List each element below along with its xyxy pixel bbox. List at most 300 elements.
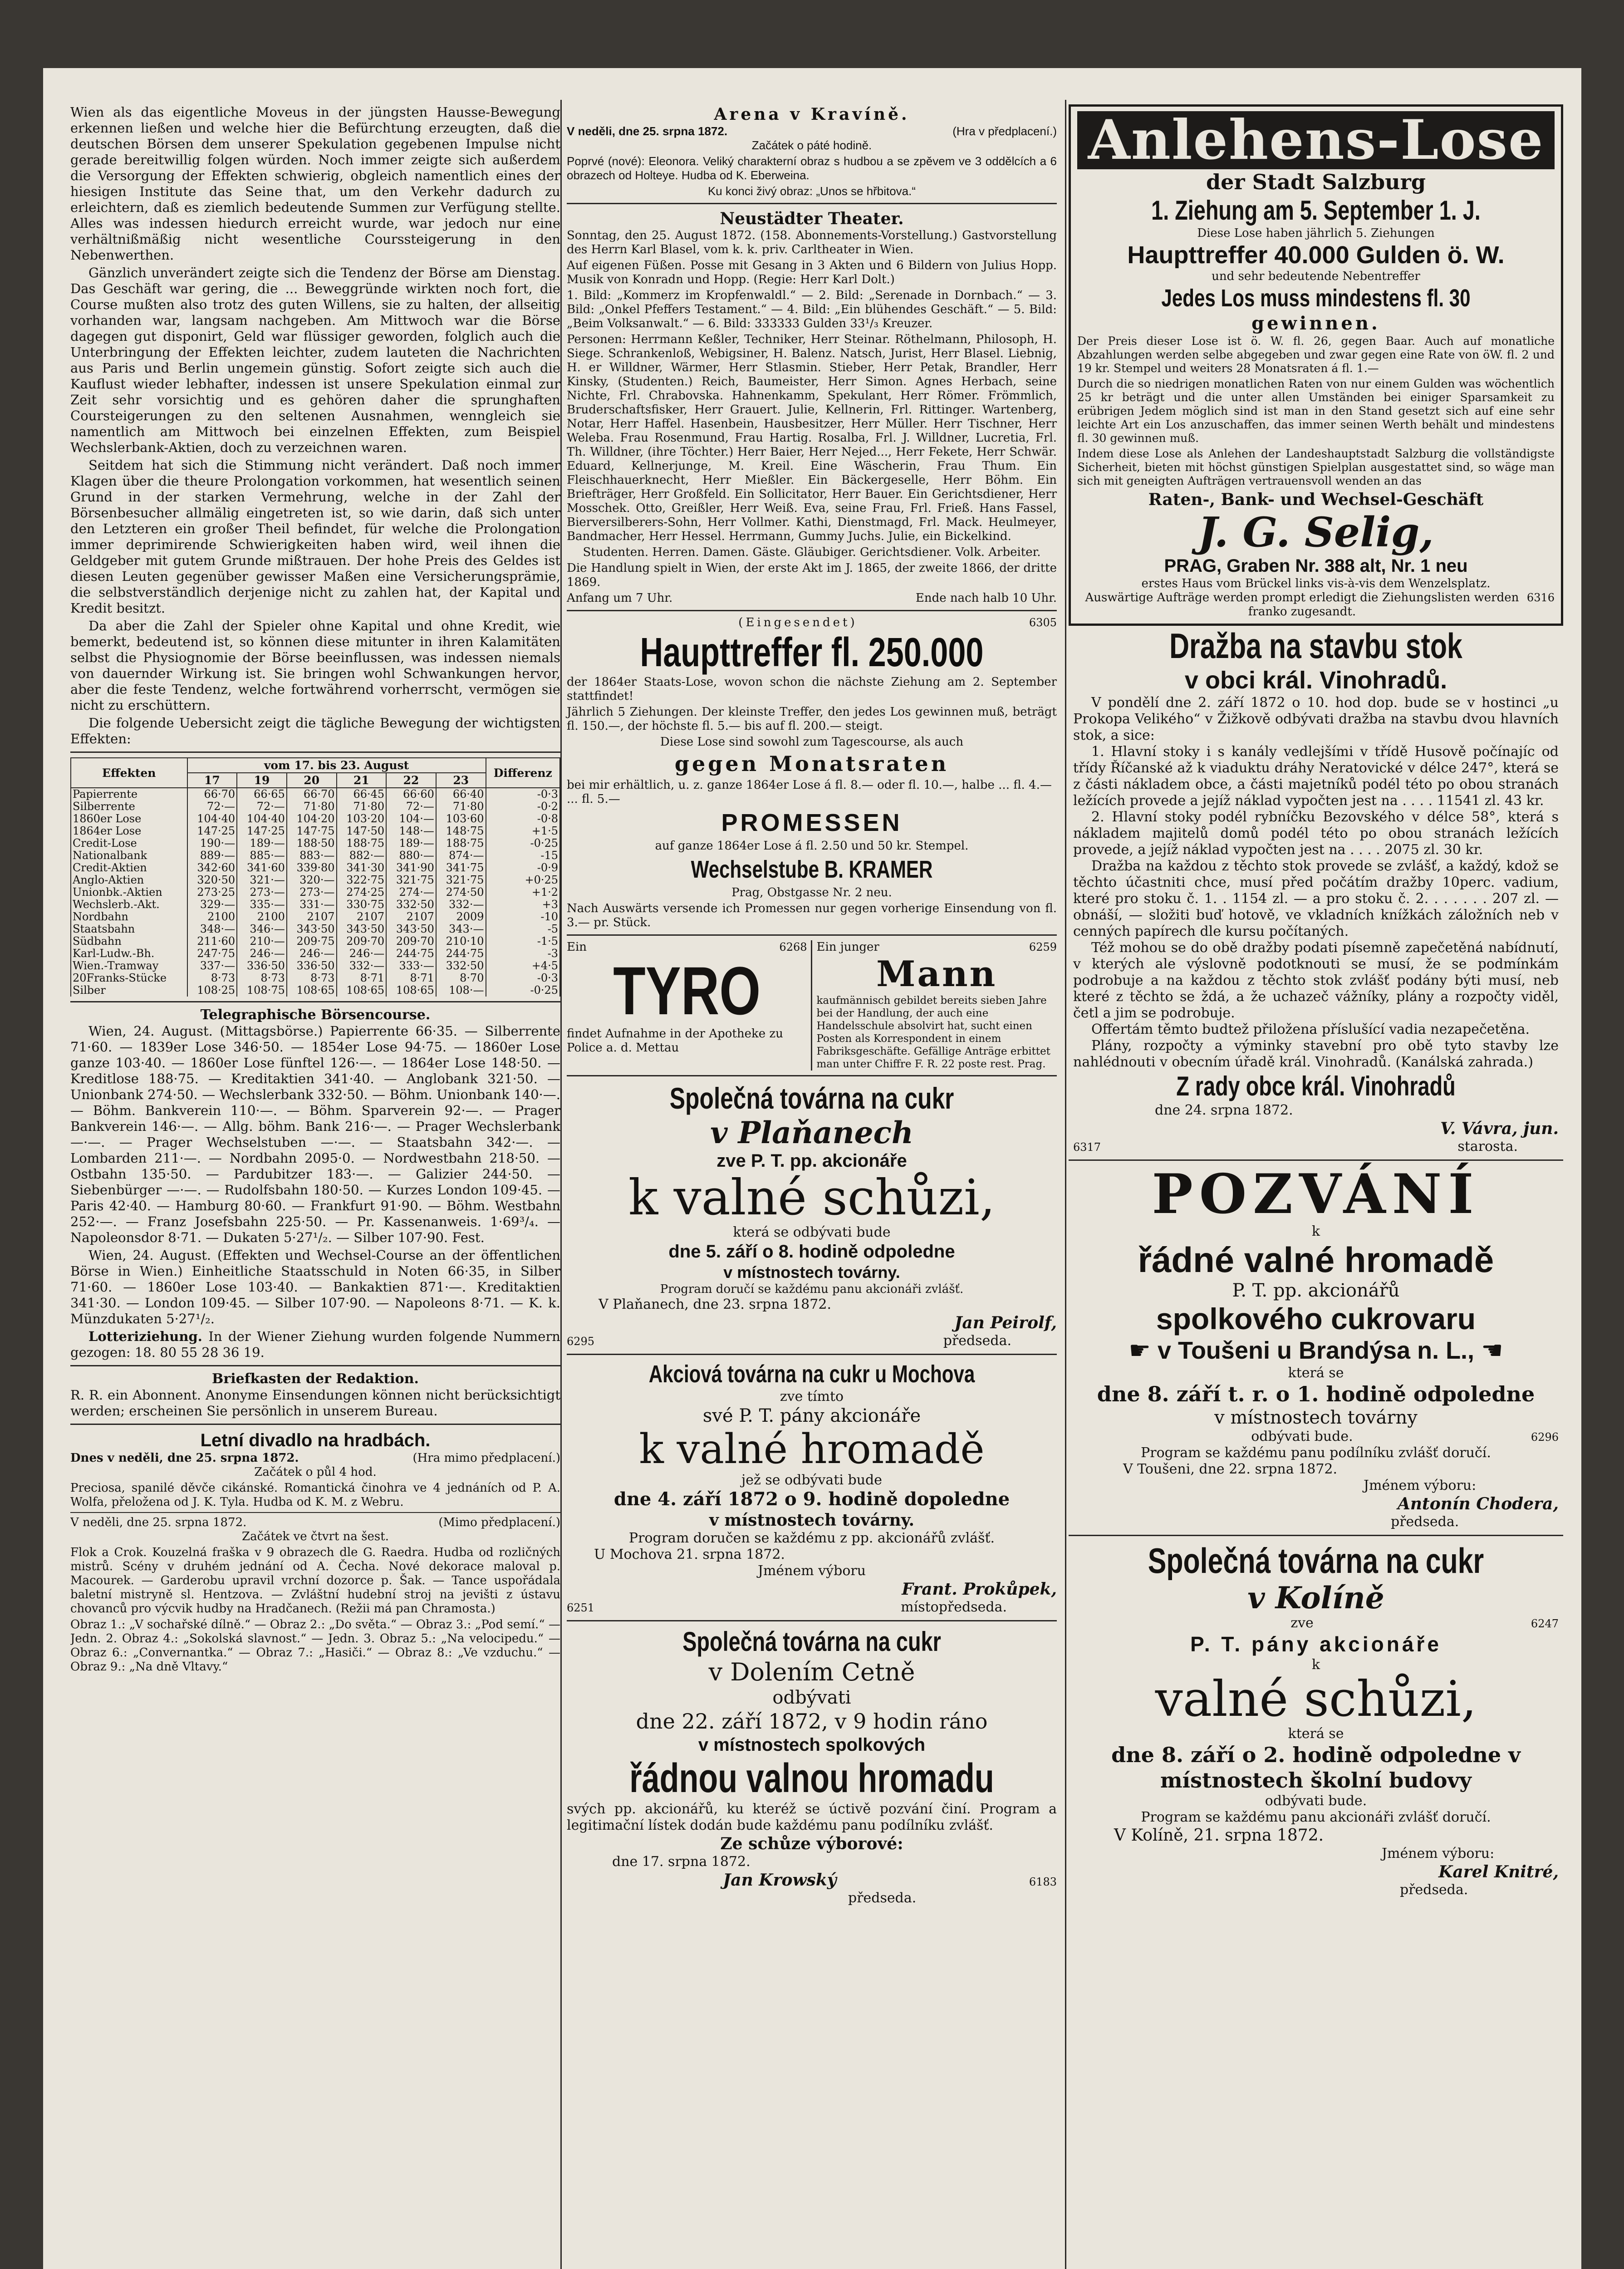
ad-code: 6296 [1531, 1431, 1559, 1444]
difference-cell: +4·5 [486, 960, 560, 972]
price-cell: 108·65 [337, 984, 387, 997]
playbill-note: (Mimo předplacení.) [438, 1516, 560, 1529]
divider [567, 203, 1057, 204]
price-cell: 8·73 [237, 972, 287, 984]
ad-code: 6183 [1029, 1876, 1057, 1888]
price-cell: 246·— [337, 948, 387, 960]
price-cell: 341·30 [337, 862, 387, 874]
tyro-kicker: Ein [567, 940, 587, 954]
mochov-role: místopředseda. [901, 1599, 1007, 1615]
kolin-text: Program se každému panu akcionáři zvlášť doručí. [1141, 1809, 1491, 1825]
divider [567, 610, 1057, 611]
price-cell: 330·75 [337, 899, 387, 911]
price-cell: 336·50 [237, 960, 287, 972]
price-cell: 72·— [237, 801, 287, 813]
table-row [71, 813, 560, 825]
salzburg-city: der Stadt Salzburg [1206, 170, 1426, 194]
kolin-text: která se [1288, 1726, 1344, 1742]
price-cell: 104·40 [237, 813, 287, 825]
security-name: Südbahn [71, 935, 187, 948]
security-name: 20Franks-Stücke [71, 972, 187, 984]
difference-cell: -1·5 [486, 935, 560, 948]
price-cell: 148·75 [436, 825, 486, 837]
arena-description: Poprvé (nové): Eleonora. Veliký charakterní obraz s hudbou a se zpěvem ve 3 oddělcích a 6 obrazech od Holteye. Hudba od K. Eberweina. [567, 154, 1057, 182]
column-middle [560, 104, 1063, 2269]
price-cell: 274·25 [337, 886, 387, 899]
arena-start: Začátek o páté hodině. [751, 138, 872, 152]
price-cell: 885·— [237, 850, 287, 862]
lottery-text: In der Wiener Ziehung wurden folgende Nummern gezogen: 18. 80 55 28 36 19. [70, 1329, 560, 1360]
security-name: Credit-Lose [71, 837, 187, 850]
price-cell: 211·60 [187, 935, 237, 948]
neustadter-text: Sonntag, den 25. August 1872. (158. Abonnements-Vorstellung.) Gastvorstellung des Herrn Karl Blasel, vom k. k. priv. Carltheater in Wien. [567, 229, 1057, 256]
salzburg-firm-name: J. G. Selig, [1198, 508, 1434, 556]
planany-date: V Plaňanech, dne 23. srpna 1872. [599, 1297, 831, 1312]
difference-cell: +0·25 [486, 874, 560, 886]
price-cell: 189·— [386, 837, 436, 850]
ad-code: 6268 [779, 941, 807, 953]
price-cell: 66·60 [386, 788, 436, 801]
price-cell: 320·— [287, 874, 337, 886]
table-header-day: 23 [436, 773, 486, 788]
pozvani-place-text: v Toušeni u Brandýsa n. L., [1157, 1337, 1475, 1364]
pointing-hand-icon: ☚ [1474, 1337, 1503, 1364]
newspaper-page [43, 68, 1581, 2269]
table-row [71, 972, 560, 984]
price-cell: 321·— [237, 874, 287, 886]
price-cell: 209·70 [386, 935, 436, 948]
price-cell: 66·45 [337, 788, 387, 801]
kolin-text: P. T. pány akcionáře [1190, 1632, 1442, 1656]
cetno-big: řádnou valnou hromadu [629, 1756, 994, 1801]
drazba-text: Plány, rozpočty a výminky stavební pro obě tyto stavby lze nahlédnouti v obecním úřadě král. Vinohradů. (Kanálská zahrada.) [1073, 1038, 1559, 1070]
price-cell: 8·71 [386, 972, 436, 984]
ad-tyro [567, 940, 812, 1071]
table-header-day: 22 [386, 773, 436, 788]
ad-salzburg-lose [1069, 104, 1563, 626]
mochov-big: k valné hromadě [639, 1425, 985, 1473]
price-cell: 66·70 [187, 788, 237, 801]
neustadter-start: Anfang um 7 Uhr. [567, 591, 673, 605]
kolin-text: zve [1290, 1615, 1314, 1631]
divider [70, 1001, 560, 1002]
table-row [71, 935, 560, 948]
price-cell: 346·— [237, 923, 287, 935]
pozvani-text: v místnostech továrny [1214, 1407, 1418, 1428]
ad-code: 6305 [1029, 616, 1057, 629]
planany-text: v místnostech továrny. [723, 1263, 900, 1282]
price-cell: 2100 [187, 911, 237, 923]
price-cell: 343·50 [386, 923, 436, 935]
price-cell: 147·50 [337, 825, 387, 837]
difference-cell: -0·9 [486, 862, 560, 874]
price-cell: 147·75 [287, 825, 337, 837]
report-paragraph: Wien als das eigentliche Moveus in der jüngsten Hausse-Bewegung erkennen ließen und welche hier die Befürchtung erzeugten, daß die deutschen Börsen dem unserer Spekulation gegebenen Impulse nicht gerade bereitwillig folgen würden. Noch immer zeigte sich außerdem die Versorgung der Effekten schwierig, obgleich namentlich eines der hiesigen Institute das Seine that, um den Verkehr dadurch zu erleichtern, daß es ziemlich bedeutende Summen zur Verfügung stellte. Alles was indessen hiedurch erreicht wurde, war jedoch nur eine verhältnißmäßig nicht wesentliche Courssteigerung in den Nebenwerthen. [70, 104, 560, 263]
playbill-description: Flok a Crok. Kouzelná fraška v 9 obrazech dle G. Raedra. Hudba od rozličných mistrů. Scény v druhém jednání od A. Čecha. Nové dekorace maloval p. Macourek. — Garderobu upravil vrchní dozorce p. Šak. — Tance uspořádala baletní mistryně sl. Hentzova. — Zvláštní hudební stroj na jevišti z ústavu chovanců pro výcvik hudby na Hradčanech. (Režii má pan Chramosta.) [70, 1546, 560, 1616]
table-row [71, 801, 560, 813]
price-cell: 331·— [287, 899, 337, 911]
price-cell: 337·— [187, 960, 237, 972]
salzburg-text: Durch die so niedrigen monatlichen Raten von nur einem Gulden was wöchentlich 25 kr beträgt und die unter allen Umständen bei einiger Sparsamkeit zu erübrigen Jedem möglich sind ist man in den Stand gesetzt sich auf eine sehr leichte Art ein Los anzuschaffen, das immer seinen Werth behält und mindestens fl. 30 gewinnen muß. [1077, 377, 1555, 445]
divider [567, 1620, 1057, 1621]
price-cell: 342·60 [187, 862, 237, 874]
table-row [71, 850, 560, 862]
haupttreffer-text: Diese Lose sind sowohl zum Tagescourse, als auch [660, 735, 964, 749]
divider [567, 934, 1057, 936]
table-row [71, 788, 560, 801]
difference-cell: -0·8 [486, 813, 560, 825]
price-cell: 341·60 [237, 862, 287, 874]
price-cell: 66·40 [436, 788, 486, 801]
pozvani-signature: Antonín Chodera, [1397, 1494, 1559, 1513]
ad-kolin [1069, 1541, 1563, 1898]
security-name: Credit-Aktien [71, 862, 187, 874]
kolin-date: V Kolíně, 21. srpna 1872. [1114, 1826, 1324, 1845]
ad-row-tyro-mann [567, 940, 1057, 1071]
salzburg-text: Diese Lose haben jährlich 5. Ziehungen [1197, 226, 1435, 240]
haupttreffer-text: Jährlich 5 Ziehungen. Der kleinste Treffer, den jedes Los gewinnen muß, beträgt fl. 150.—, der höchste fl. 5.— bis auf fl. 200.— steigt. [567, 705, 1057, 733]
cetno-text: svých pp. akcionářů, ku kteréž se úctivě pozvání činí. Program a legitimační lístek dodán bude každému panu podílníku zvlášť. [567, 1801, 1057, 1833]
planany-text: která se odbývati bude [733, 1224, 891, 1240]
divider [1069, 1159, 1563, 1161]
drazba-date: dne 24. srpna 1872. [1155, 1102, 1293, 1118]
divider [70, 751, 560, 753]
divider [1069, 1535, 1563, 1536]
difference-cell: -0·3 [486, 972, 560, 984]
salzburg-text: Auswärtige Aufträge werden prompt erledigt die Ziehungslisten werden franko zugesandt. [1085, 591, 1519, 619]
kolin-text: dne 8. září o 2. hodině odpoledne v místnostech školní budovy [1111, 1743, 1521, 1793]
price-cell: 274·50 [436, 886, 486, 899]
price-cell: 882·— [337, 850, 387, 862]
price-cell: 874·— [436, 850, 486, 862]
pozvani-text: odbývati bude. [1251, 1429, 1353, 1444]
price-cell: 883·— [287, 850, 337, 862]
playbill-scenes: Obraz 1.: „V sochařské dílně.“ — Obraz 2.: „Do světa.“ — Obraz 3.: „Pod semí.“ — Jedn. 2. Obraz 4.: „Sokolská slavnost.“ — Jedn. 3. Obraz 5.: „Na velocipedu.“ — Obraz 6.: „Convernantka.“ — Obraz 7.: „Hasiči.“ — Obraz 8.: „Ve vzduchu.“ — Obraz 9.: „Na dně Vltavy.“ [70, 1618, 560, 1674]
playbill-description: Preciosa, spanilé děvče cikánské. Romantická činohra ve 4 jednáních od P. A. Wolfa, přeložena od J. K. Tyla. Hudba od K. M. z Webru. [70, 1481, 560, 1509]
price-cell: 336·50 [287, 960, 337, 972]
drazba-heading: Dražba na stavbu stok [1169, 626, 1462, 666]
difference-cell: -0·2 [486, 801, 560, 813]
telegraph-paragraph: Wien, 24. August. (Mittagsbörse.) Papierrente 66·35. — Silberrente 71·60. — 1839er Lose 346·50. — 1854er Lose 94·75. — 1860er Lose ganze 103·40. — 1860er Lose fünftel 126·—. — 1864er Lose 148·50. — Kreditlose 188·75. — Kreditaktien 341·40. — Anglobank 321·50. — Unionbank 274·50. — Wechslerbank 332·50. — Böhm. Unionbank 140·—. — Böhm. Bankverein 110·—. — Böhm. Sparverein 92·—. — Prager Bankverein 146·—. — Allg. böhm. Bank 216·—. — Prager Wechslerbank —·—. — Prager Wechselstuben —·—. — Staatsbahn 342·—. — Lombarden 211·—. — Nordbahn 2095·0. — Nordwestbahn 218·50. — Ostbahn 135·50. — Pardubitzer 183·—. — Galizier 244·50. — Siebenbürger —·—. — Rudolfsbahn 180·50. — Kurzes London 109·45. — Paris 42·40. — Hamburg 80·60. — Frankfurt 91·90. — Böhm. Westbahn 252·—. — Franz Josefsbahn 225·50. — Pr. Kassenanweis. 1·69³/₄. — Napoleonsdor 8·71. — Dukaten 5·27¹/₂. — Silber 107·90. Fest. [70, 1023, 560, 1245]
price-cell: 103·60 [436, 813, 486, 825]
price-cell: 104·40 [187, 813, 237, 825]
table-header-day: 19 [237, 773, 287, 788]
mann-word: Mann [876, 953, 997, 995]
difference-cell: -3 [486, 948, 560, 960]
difference-cell: +1·2 [486, 886, 560, 899]
price-cell: 329·— [187, 899, 237, 911]
table-row [71, 825, 560, 837]
price-cell: 274·— [386, 886, 436, 899]
mochov-text: své P. T. pány akcionáře [702, 1405, 921, 1426]
lottery-paragraph [70, 1329, 560, 1360]
price-cell: 210·10 [436, 935, 486, 948]
salzburg-jackpot: Haupttreffer 40.000 Gulden ö. W. [1127, 241, 1505, 269]
price-cell: 188·50 [287, 837, 337, 850]
drazba-council: Z rady obce král. Vinohradů [1176, 1071, 1456, 1101]
stock-table [70, 757, 560, 997]
neustadter-end: Ende nach halb 10 Uhr. [915, 591, 1057, 605]
price-cell: 108·65 [287, 984, 337, 997]
security-name: Nationalbank [71, 850, 187, 862]
price-cell: 72·— [386, 801, 436, 813]
report-paragraph: Die folgende Uebersicht zeigt die tägliche Bewegung der wichtigsten Effekten: [70, 715, 560, 747]
difference-cell: -15 [486, 850, 560, 862]
pozvani-role: předseda. [1391, 1514, 1459, 1530]
kolin-big: valné schůzi, [1155, 1671, 1477, 1728]
cetno-text: dne 22. září 1872, v 9 hodin ráno [636, 1709, 988, 1734]
report-paragraph: Gänzlich unverändert zeigte sich die Tendenz der Börse am Dienstag. Das Geschäft war gering, die ... Beweggründe wirkten noch fort, die Course mußten also trotz des guten Willens, sie zu halten, der allseitig vorhanden war, langsam nachgeben. Am Mittwoch war die Börse dagegen gut disponirt, Geld war flüssiger geworden, folglich auch die Unterbringung der Effekten leichter, zudem lauteten die Nachrichten aus Paris und Berlin ungemein günstig. Sofort zeigte sich auch die Kauflust wieder lebhafter, indessen ist unsere Spekulation einmal zur Zeit sehr vorsichtig und es gehören daher die sprunghaften Coursteigerungen zu den seltenen Ausnahmen, wenngleich sie namentlich am Mittwoch bei einzelnen Effekten, zum Beispiel Wechslerbank-Aktien, doch zu verzeichnen waren. [70, 265, 560, 455]
telegraph-paragraph: Wien, 24. August. (Effekten und Wechsel-Course an der öffentlichen Börse in Wien.) Einheitliche Staatsschuld in Noten 66·35, in Silber 71·60. — 1860er Lose 103·40. — Bankaktien 871·—. Kreditaktien 341·30. — London 109·45. — Silber 107·90. — Napoleons 8·71. — K. k. Münzdukaten 5·27¹/₂. [70, 1247, 560, 1326]
mochov-text: zve tímto [780, 1389, 844, 1405]
table-header-range: vom 17. bis 23. August [187, 758, 486, 773]
mochov-text: dne 4. září 1872 o 9. hodině dopoledne [613, 1488, 1010, 1510]
drazba-role: starosta. [1457, 1139, 1518, 1154]
mochov-text: Jménem výboru [757, 1563, 866, 1579]
price-cell: 8·73 [187, 972, 237, 984]
salzburg-drawing: 1. Ziehung am 5. September 1. J. [1151, 195, 1481, 226]
price-cell: 341·75 [436, 862, 486, 874]
salzburg-address: erstes Haus vom Brückel links vis-à-vis dem Wenzelsplatz. [1141, 577, 1491, 590]
ad-cetno [567, 1626, 1057, 1906]
price-cell: 72·— [187, 801, 237, 813]
neustadter-text: Studenten. Herren. Damen. Gäste. Gläubiger. Gerichtsdiener. Volk. Arbeiter. [583, 545, 1041, 559]
pointing-hand-icon: ☛ [1128, 1337, 1158, 1364]
salzburg-address: PRAG, Graben Nr. 388 alt, Nr. 1 neu [1164, 556, 1468, 576]
price-cell: 71·80 [436, 801, 486, 813]
price-cell: 322·75 [337, 874, 387, 886]
table-header-day: 20 [287, 773, 337, 788]
price-cell: 209·70 [337, 935, 387, 948]
salzburg-text: und sehr bedeutende Nebentreffer [1212, 270, 1420, 283]
price-cell: 246·— [287, 948, 337, 960]
kolin-text: Jménem výboru: [1382, 1846, 1495, 1861]
salzburg-minimum: Jedes Los muss mindestens fl. 30 [1161, 285, 1471, 312]
ad-code: 6251 [567, 1601, 595, 1614]
kolin-text: k [1311, 1657, 1320, 1673]
price-cell: 108·25 [187, 984, 237, 997]
pozvani-place [1073, 1336, 1559, 1365]
neustadter-cast: Personen: Herrmann Keßler, Techniker, Herr Steinar. Röthelmann, Philosoph, H. Siege. Schrankenloß, Webigsiner, H. Balenz. Natsch, Jurist, Herr Blasel. Liebnig, H. er Willdner, Wärmer, Herr Stlasmin. Stieber, Herr Petak, Brandler, Herr Kinsky, (Studenten.) Reich, Baumeister, Herr Simon. Agnes Herbach, seine Nichte, Frl. Chrabovska. Hahnenkamm, Spekulant, Herr Römer. Frömmlich, Bruderschaftsfisker, Herr Grauert. Julie, Kellnerin, Frl. Rittinger. Wartenberg, Notar, Herr Haffel. Hasenbein, Hausbesitzer, Herr Müller. Herr Tischner, Herr Weleba. Frau Rosenmund, Frau Hartig. Rosalba, Frl. J. Willdner, Lucretia, Frl. Th. Willdner, (ihre Töchter.) Herr Baier, Herr Nejed..., Herr Fekete, Herr Schwär. Eduard, Kellnerjunge, M. Kreil. Eine Wäscherin, Frau Thum. Ein Fleischhauerknecht, Herr Mießler. Ein Bäckergeselle, Herr Böhm. Ein Briefträger, Herr Großfeld. Ein Sollicitator, Herr Bauer. Ein Gerichtsdiener, Herr Mosschek. Otto, Greißler, Herr Weiß. Eva, seine Frau, Frl. Frieß. Hans Fassel, Bierversilberers-Sohn, Herr Vollmer. Kathi, Dienstmagd, Frl. Mack. Heulmeyer, Bandmacher, Herr Hessel. Herrmann, Gummy Juchs. Julie, ein Bickelkind. [567, 333, 1057, 543]
pozvani-heading: POZVÁNÍ [1152, 1162, 1480, 1226]
letterbox-heading: Briefkasten der Redaktion. [212, 1371, 419, 1387]
security-name: Silberrente [71, 801, 187, 813]
salzburg-text: Der Preis dieser Lose ist ö. W. fl. 26, gegen Baar. Auch auf monatliche Abzahlungen werden selbe abgegeben und zwar gegen eine Rate von öW. fl. 2 und 19 kr. Stempel und weiters 28 Monatsraten á fl. 1.— [1077, 334, 1555, 375]
ad-code: 6316 [1526, 591, 1555, 604]
drazba-signature: V. Vávra, jun. [1440, 1119, 1559, 1138]
difference-cell: -10 [486, 911, 560, 923]
pozvani-date: V Toušeni, dne 22. srpna 1872. [1123, 1461, 1338, 1477]
divider [567, 1354, 1057, 1355]
table-header-day: 21 [337, 773, 387, 788]
price-cell: 246·— [237, 948, 287, 960]
security-name: Wien.-Tramway [71, 960, 187, 972]
salzburg-firm-type: Raten-, Bank- und Wechsel-Geschäft [1148, 490, 1484, 509]
mochov-text: v místnostech továrny. [709, 1511, 915, 1530]
ad-code: 6295 [567, 1335, 595, 1348]
price-cell: 71·80 [287, 801, 337, 813]
column-left [70, 104, 560, 2269]
ad-planany [567, 1081, 1057, 1349]
price-cell: 2009 [436, 911, 486, 923]
table-row [71, 923, 560, 935]
price-cell: 66·65 [237, 788, 287, 801]
price-cell: 273·— [287, 886, 337, 899]
difference-cell: -5 [486, 923, 560, 935]
planany-place: v Plaňanech [710, 1115, 913, 1150]
ad-code: 6317 [1073, 1141, 1101, 1154]
arena-heading: Arena v Kravíně. [714, 105, 910, 124]
lottery-heading: Lotteriziehung. [88, 1329, 202, 1344]
drazba-text: 1. Hlavní stoky i s kanály vedlejšími v třídě Husově počínajíc od třídy Říčanské až k viaduktu dráhy Neratovické v délce 247°, která se z části nákladem obce, a části majetníků podél této po obou stranách ležících provede a jejíž náklad vypočten jest na . . . . 11541 zl. 43 kr. [1073, 744, 1559, 809]
wechselstube-name: Wechselstube B. KRAMER [691, 856, 933, 883]
planany-signature: Jan Peirolf, [954, 1313, 1057, 1332]
haupttreffer-text: bei mir erhältlich, u. z. ganze 1864er Lose á fl. 8.— oder fl. 10.—, halbe ... fl. 4.— ... fl. 5.— [567, 778, 1052, 806]
price-cell: 108·65 [386, 984, 436, 997]
mochov-date: U Mochova 21. srpna 1872. [594, 1547, 785, 1562]
cetno-date: dne 17. srpna 1872. [612, 1854, 751, 1870]
promessen-heading: PROMESSEN [721, 809, 903, 836]
pozvani-text: která se [1288, 1365, 1344, 1381]
planany-invite: zve P. T. pp. akcionáře [716, 1151, 907, 1171]
mochov-heading: Akciová továrna na cukr u Mochova [648, 1360, 975, 1388]
table-row [71, 984, 560, 997]
cetno-heading: Společná továrna na cukr [682, 1626, 941, 1657]
pozvani-text: dne 8. září t. r. o 1. hodině odpoledne [1097, 1382, 1535, 1406]
column-right [1069, 104, 1563, 2269]
difference-cell: -0·3 [486, 788, 560, 801]
price-cell: 339·80 [287, 862, 337, 874]
price-cell: 148·— [386, 825, 436, 837]
price-cell: 332·— [436, 899, 486, 911]
table-header-day: 17 [187, 773, 237, 788]
table-row [71, 862, 560, 874]
security-name: Karl-Ludw.-Bh. [71, 948, 187, 960]
mochov-text: Program doručen se každému z pp. akcionářů zvlášť. [628, 1530, 995, 1546]
price-cell: 147·25 [187, 825, 237, 837]
table-row [71, 837, 560, 850]
playbill-date: Dnes v neděli, dne 25. srpna 1872. [70, 1451, 299, 1465]
neustadter-text: 1. Bild: „Kommerz im Kropfenwaldl.“ — 2. Bild: „Serenade in Dornbach.“ — 3. Bild: „Onkel Pfeffers Testament.“ — 4. Bild: „Ein blühendes Geschäft.“ — 5. Bild: „Beim Volksanwalt.“ — 6. Bild: 333333 Gulden 33¹/₃ Kreuzer. [567, 289, 1057, 330]
cetno-signature: Jan Krowský [723, 1871, 837, 1890]
security-name: Wechslerb.-Akt. [71, 899, 187, 911]
price-cell: 343·50 [337, 923, 387, 935]
cetno-text: odbývati [772, 1687, 851, 1708]
price-cell: 889·— [187, 850, 237, 862]
security-name: Papierrente [71, 788, 187, 801]
price-cell: 188·75 [337, 837, 387, 850]
price-cell: 332·— [337, 960, 387, 972]
ad-eingesendet: (Eingesendet) [738, 616, 858, 629]
haupttreffer-text: der 1864er Staats-Lose, wovon schon die nächste Ziehung am 2. September stattfindet! [567, 675, 1057, 703]
pozvani-text: P. T. pp. akcionářů [1232, 1280, 1400, 1301]
difference-cell: +1·5 [486, 825, 560, 837]
price-cell: 341·90 [386, 862, 436, 874]
playbill-start: Začátek o půl 4 hod. [254, 1465, 377, 1479]
ad-code: 6247 [1531, 1617, 1559, 1630]
price-cell: 244·75 [386, 948, 436, 960]
price-cell: 108·— [436, 984, 486, 997]
haupttreffer-text: auf ganze 1864er Lose á fl. 2.50 und 50 kr. Stempel. [655, 839, 969, 853]
security-name: Anglo-Aktien [71, 874, 187, 886]
price-cell: 8·70 [436, 972, 486, 984]
report-paragraph: Da aber die Zahl der Spieler ohne Kapital und ohne Kredit, wie bemerkt, bedeutend ist, so können diese mitunter in ihren Kalamitäten selbst die Physiognomie der Börse beeinflussen, was indessen niemals von dauernder Wirkung ist. Sie bringen wohl Schwankungen hervor, aber die feste Tendenz, welche fortwährend vorherrscht, vermögen sie nicht zu erschüttern. [70, 618, 560, 713]
kolin-heading: Společná továrna na cukr [1148, 1541, 1484, 1581]
pozvani-assembly: řádné valné hromadě [1138, 1240, 1494, 1280]
price-cell: 321·75 [386, 874, 436, 886]
price-cell: 332·50 [386, 899, 436, 911]
divider [70, 1512, 560, 1513]
price-cell: 332·50 [436, 960, 486, 972]
security-name: 1860er Lose [71, 813, 187, 825]
security-name: Nordbahn [71, 911, 187, 923]
price-cell: 333·— [386, 960, 436, 972]
security-name: Silber [71, 984, 187, 997]
drazba-text: Též mohou se do obě dražby podati písemně zapečetěná nabídnutí, v kterých ale výslovně podotknouti se musí, že se podmínkám podrobuje a na každou z těchto stok zvlášť podány býti musí, neb které z těchto se ždá, a že uchazeč vážníky, plány a rozpočty viděl, četl a jim se podrobuje. [1073, 940, 1559, 1021]
kolin-place: v Kolíně [1247, 1580, 1384, 1616]
drazba-text: V pondělí dne 2. září 1872 o 10. hod dop. bude se v hostinci „u Prokopa Velikého“ v Žižkově odbývati dražba na stavbu dvou hlavních stok, a sice: [1073, 695, 1559, 743]
price-cell: 343·50 [287, 923, 337, 935]
price-cell: 244·75 [436, 948, 486, 960]
tyro-text: findet Aufnahme in der Apotheke zu Police a. d. Mettau [567, 1027, 783, 1055]
security-name: 1864er Lose [71, 825, 187, 837]
price-cell: 8·73 [287, 972, 337, 984]
planany-role: předseda. [943, 1333, 1011, 1349]
price-cell: 71·80 [337, 801, 387, 813]
playbill-note: (Hra mimo předplacení.) [412, 1451, 560, 1465]
price-cell: 8·71 [337, 972, 387, 984]
salzburg-text: gewinnen. [1251, 313, 1380, 334]
neustadter-heading: Neustädter Theater. [720, 209, 904, 228]
kolin-role: předseda. [1400, 1882, 1468, 1898]
haupttreffer-subheading: gegen Monatsraten [674, 751, 949, 776]
cetno-role: předseda. [848, 1890, 917, 1906]
security-name: Unionbk.-Aktien [71, 886, 187, 899]
mann-kicker: Ein junger [816, 940, 879, 954]
playbill-date: V neděli, dne 25. srpna 1872. [70, 1516, 247, 1529]
divider [70, 1365, 560, 1366]
salzburg-text: Indem diese Lose als Anlehen der Landeshauptstadt Salzburg die vollständigste Sicherheit, bieten mit höchst günstigen Spielplan ausgestattet sind, so wäge man sich mit geneigten Aufträgen vertrauensvoll wenden an das [1077, 447, 1555, 487]
ad-mochov [567, 1360, 1057, 1616]
column-rule [1065, 100, 1066, 2269]
neustadter-text: Auf eigenen Füßen. Posse mit Gesang in 3 Akten und 6 Bildern von Julius Hopp. Musik von Konradn und Hopp. (Regie: Herr Karl Dolt.) [567, 259, 1057, 286]
price-cell: 189·— [237, 837, 287, 850]
price-cell: 104·20 [287, 813, 337, 825]
price-cell: 320·50 [187, 874, 237, 886]
tyro-word: TYRO [613, 953, 761, 1029]
arena-closing: Ku konci živý obraz: „Unos se hřbitova.“ [707, 184, 916, 198]
table-row [71, 911, 560, 923]
table-header-diff: Differenz [486, 758, 560, 788]
ad-code: 6259 [1029, 941, 1057, 953]
table-row [71, 948, 560, 960]
table-row [71, 960, 560, 972]
planany-text: Program doručí se každému panu akcionáři zvlášť. [660, 1282, 964, 1296]
playbill-start: Začátek ve čtvrt na šest. [242, 1530, 389, 1543]
divider [70, 1424, 560, 1425]
kolin-text: odbývati bude. [1265, 1793, 1367, 1809]
price-cell: 247·75 [187, 948, 237, 960]
pozvani-text: Jménem výboru: [1364, 1478, 1477, 1493]
price-cell: 2100 [237, 911, 287, 923]
price-cell: 188·75 [436, 837, 486, 850]
table-header-effekten: Effekten [71, 758, 187, 788]
security-name: Staatsbahn [71, 923, 187, 935]
price-cell: 335·— [237, 899, 287, 911]
difference-cell: -0·25 [486, 984, 560, 997]
mochov-signature: Frant. Prokůpek, [902, 1580, 1057, 1599]
price-cell: 273·25 [187, 886, 237, 899]
